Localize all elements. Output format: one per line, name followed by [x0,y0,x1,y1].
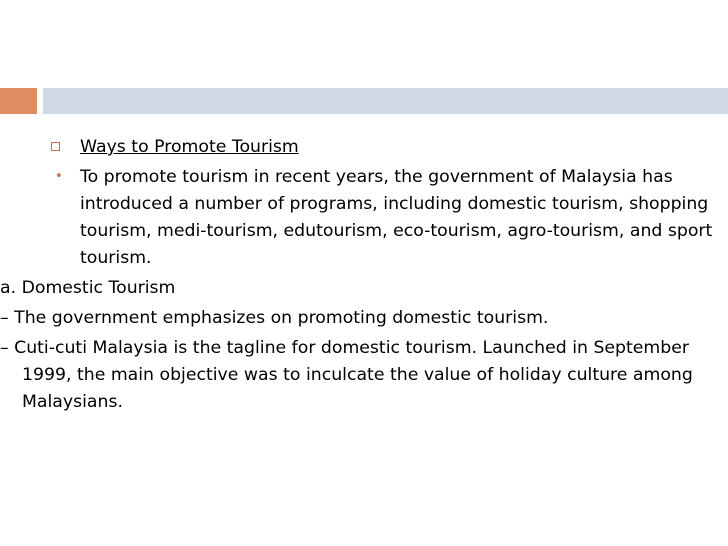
dot-bullet-icon: • [55,169,63,184]
domestic-point-1: – The government emphasizes on promoting domestic tourism. [0,308,549,328]
section-title: a. Domestic Tourism [0,278,176,298]
bullet-item-intro [56,164,716,272]
domestic-point-2: – Cuti-cuti Malaysia is the tagline for domestic tourism. Launched in September 1999, the main objective was to inculcate the value of holiday culture among Malaysians. [0,338,693,412]
square-bullet-icon [51,142,60,151]
bullet-intro-text: To promote tourism in recent years, the government of Malaysia has introduced a number of programs, including domestic tourism, shopping tourism, medi-tourism, edutourism, eco-tourism, agro-tourism, and sport tourism. [80,167,713,268]
bullet-heading-text[interactable]: Ways to Promote Tourism [80,137,299,157]
title-bar-accent-orange [0,88,37,114]
title-bar-accent-blue [43,88,728,114]
slide-body [0,134,716,416]
bullet-item-heading [56,134,716,161]
